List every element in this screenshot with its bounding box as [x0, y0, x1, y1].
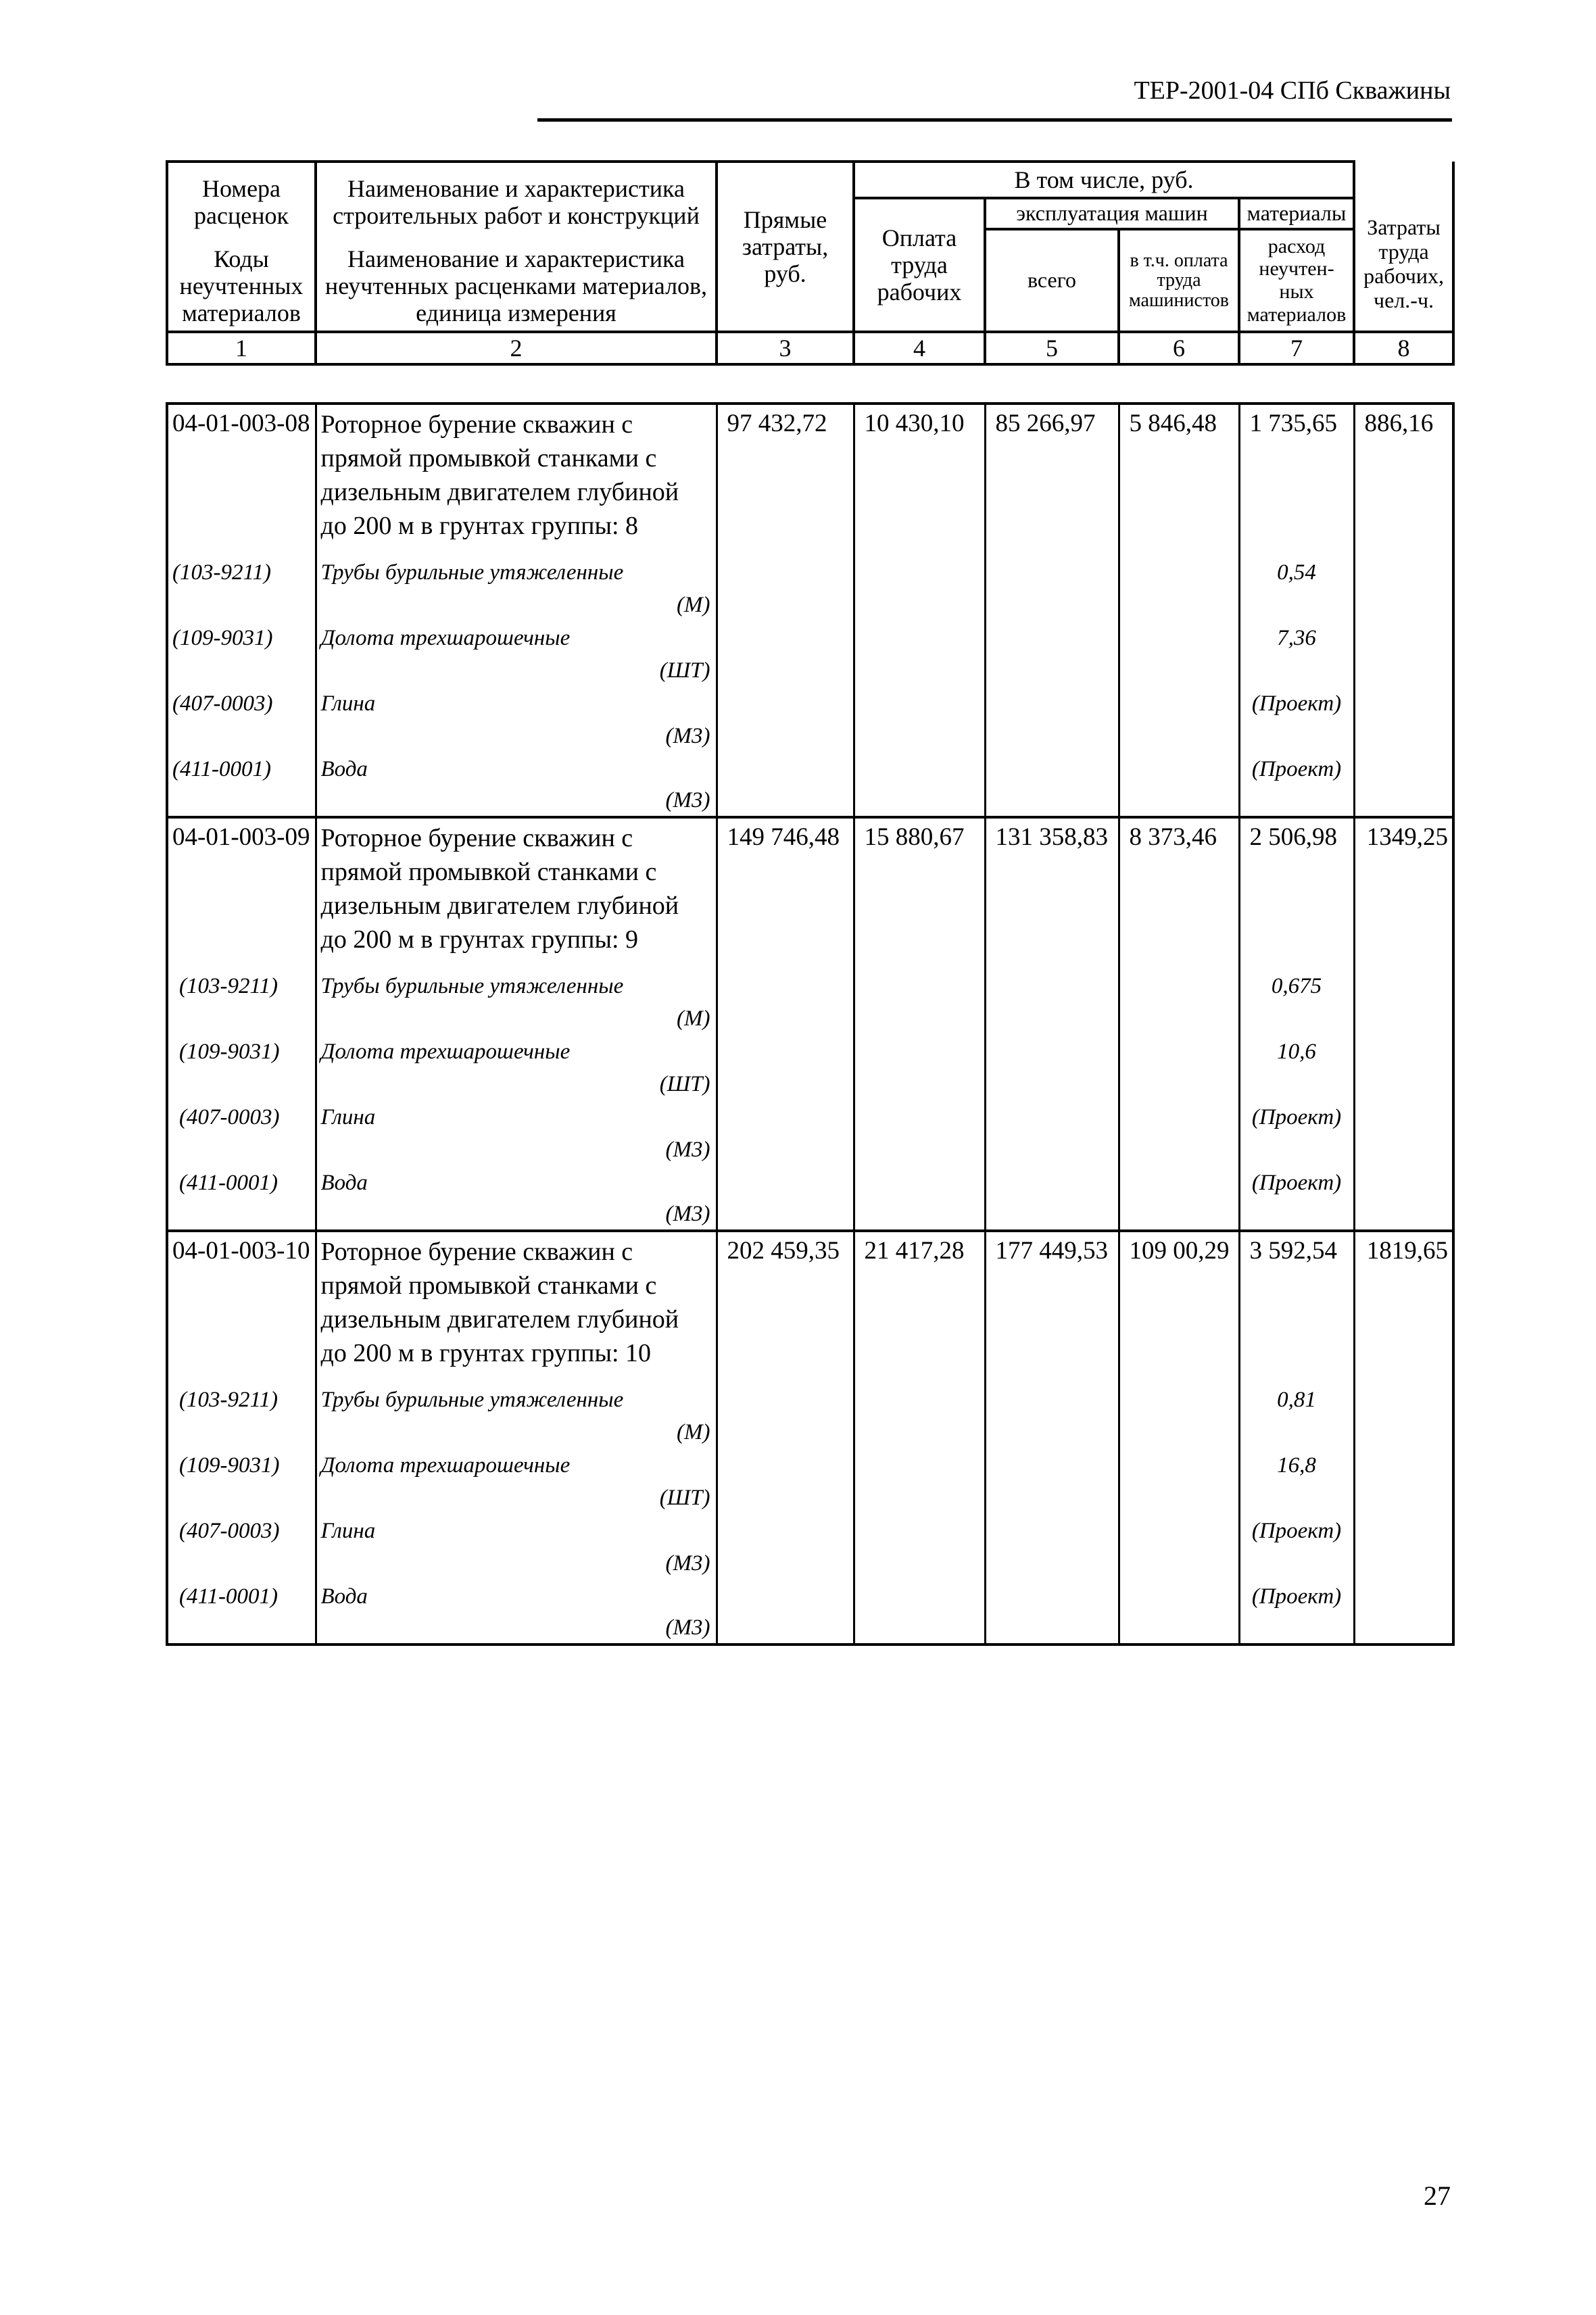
direct-costs: 97 432,72	[717, 404, 854, 555]
header-colnum-8: 8	[1354, 332, 1453, 364]
material-name: Трубы бурильные утяжеленные	[320, 1388, 624, 1412]
material-name: Вода	[320, 1584, 368, 1609]
table-row	[167, 1231, 1453, 1382]
direct-costs: 149 746,48	[717, 817, 854, 969]
material-row	[167, 1034, 1453, 1100]
material-value: 16,8	[1239, 1448, 1354, 1513]
material-row	[167, 1448, 1453, 1513]
materials-cost: 1 735,65	[1239, 404, 1354, 555]
header-materials: материалы	[1239, 198, 1354, 229]
page-number: 27	[1424, 2180, 1451, 2211]
material-code: (407-0003)	[167, 686, 316, 752]
material-row	[167, 686, 1453, 752]
rates-table	[166, 402, 1455, 1646]
labor-pay: 10 430,10	[854, 404, 985, 555]
materials-cost: 3 592,54	[1239, 1231, 1354, 1382]
labor-pay: 15 880,67	[854, 817, 985, 969]
header-material-codes: Коды неучтенных материалов	[167, 241, 316, 332]
material-unit: (М3)	[665, 1202, 710, 1226]
header-rule	[537, 118, 1452, 122]
material-row	[167, 1513, 1453, 1579]
material-code: (103-9211)	[167, 1382, 316, 1448]
material-unit: (М3)	[665, 1138, 710, 1162]
material-code: (109-9031)	[167, 1448, 316, 1513]
machinists-pay: 109 00,29	[1119, 1231, 1239, 1382]
material-row	[167, 555, 1453, 620]
header-materials-consumption: расход неучтен-ных материалов	[1239, 229, 1354, 332]
header-colnum-1: 1	[167, 332, 316, 364]
header-including: В том числе, руб.	[854, 162, 1354, 198]
labor-hours: 1819,65	[1354, 1231, 1453, 1382]
rate-description: Роторное бурение скважин с прямой промывкой станками с дизельным двигателем глубиной до 200 м в грунтах группы: 8	[316, 404, 717, 555]
material-code: (103-9211)	[167, 555, 316, 620]
material-row	[167, 1100, 1453, 1165]
material-code: (407-0003)	[167, 1100, 316, 1165]
material-row	[167, 969, 1453, 1034]
material-value: 7,36	[1239, 620, 1354, 686]
material-unit: (ШТ)	[659, 1072, 710, 1096]
material-unit: (ШТ)	[659, 658, 710, 683]
header-work-name: Наименование и характеристика строительных работ и конструкций	[316, 162, 717, 241]
header-machines: эксплуатация машин	[985, 198, 1239, 229]
material-value: 0,54	[1239, 555, 1354, 620]
material-value: 0,81	[1239, 1382, 1354, 1448]
material-value: (Проект)	[1239, 686, 1354, 752]
table-row	[167, 404, 1453, 555]
material-value: (Проект)	[1239, 752, 1354, 817]
material-name: Глина	[320, 691, 376, 716]
material-unit: (М)	[677, 593, 710, 617]
material-unit: (М3)	[665, 1615, 710, 1640]
material-row	[167, 1382, 1453, 1448]
material-value: 0,675	[1239, 969, 1354, 1034]
material-value: (Проект)	[1239, 1579, 1354, 1644]
material-unit: (М3)	[665, 724, 710, 748]
header-colnum-4: 4	[854, 332, 985, 364]
header-machines-total: всего	[985, 229, 1119, 332]
header-rate-numbers: Номера расценок	[167, 162, 316, 241]
direct-costs: 202 459,35	[717, 1231, 854, 1382]
header-colnum-6: 6	[1119, 332, 1239, 364]
document-title: ТЕР-2001-04 СПб Скважины	[1134, 76, 1451, 105]
material-name: Долота трехшарошечные	[320, 626, 571, 650]
material-unit: (М)	[677, 1006, 710, 1031]
material-value: (Проект)	[1239, 1165, 1354, 1231]
rate-description: Роторное бурение скважин с прямой промывкой станками с дизельным двигателем глубиной до 200 м в грунтах группы: 10	[316, 1231, 717, 1382]
rate-description: Роторное бурение скважин с прямой промывкой станками с дизельным двигателем глубиной до 200 м в грунтах группы: 9	[316, 817, 717, 969]
header-colnum-3: 3	[717, 332, 854, 364]
material-name: Долота трехшарошечные	[320, 1040, 571, 1064]
material-row	[167, 752, 1453, 817]
labor-hours: 1349,25	[1354, 817, 1453, 969]
material-value: (Проект)	[1239, 1100, 1354, 1165]
material-name: Вода	[320, 1171, 368, 1195]
material-code: (109-9031)	[167, 1034, 316, 1100]
material-name: Вода	[320, 757, 368, 781]
material-row	[167, 1579, 1453, 1644]
machines-total: 85 266,97	[985, 404, 1119, 555]
material-unit: (М)	[677, 1420, 710, 1444]
material-name: Трубы бурильные утяжеленные	[320, 560, 624, 585]
machines-total: 131 358,83	[985, 817, 1119, 969]
material-code: (109-9031)	[167, 620, 316, 686]
material-unit: (ШТ)	[659, 1486, 710, 1510]
material-value: (Проект)	[1239, 1513, 1354, 1579]
material-code: (103-9211)	[167, 969, 316, 1034]
material-name: Глина	[320, 1105, 376, 1129]
machines-total: 177 449,53	[985, 1231, 1119, 1382]
labor-hours: 886,16	[1354, 404, 1453, 555]
header-col8-top	[1354, 162, 1453, 198]
material-unit: (М3)	[665, 1551, 710, 1576]
machinists-pay: 5 846,48	[1119, 404, 1239, 555]
material-code: (411-0001)	[167, 1165, 316, 1231]
rate-code: 04-01-003-08	[167, 404, 316, 555]
rate-code: 04-01-003-09	[167, 817, 316, 969]
material-name: Долота трехшарошечные	[320, 1453, 571, 1478]
materials-cost: 2 506,98	[1239, 817, 1354, 969]
material-code: (411-0001)	[167, 1579, 316, 1644]
material-code: (407-0003)	[167, 1513, 316, 1579]
material-name: Трубы бурильные утяжеленные	[320, 974, 624, 998]
header-labor-pay: Оплата труда рабочих	[854, 198, 985, 332]
header-machinists-pay: в т.ч. оплата труда машинистов	[1119, 229, 1239, 332]
labor-pay: 21 417,28	[854, 1231, 985, 1382]
material-row	[167, 1165, 1453, 1231]
header-material-names: Наименование и характеристика неучтенных расценками материалов, единица измерения	[316, 241, 717, 332]
header-colnum-2: 2	[316, 332, 717, 364]
material-code: (411-0001)	[167, 752, 316, 817]
header-colnum-7: 7	[1239, 332, 1354, 364]
header-labor-hours: Затраты труда рабочих, чел.-ч.	[1354, 198, 1453, 332]
machinists-pay: 8 373,46	[1119, 817, 1239, 969]
table-header	[166, 160, 1455, 366]
rate-code: 04-01-003-10	[167, 1231, 316, 1382]
material-value: 10,6	[1239, 1034, 1354, 1100]
header-colnum-5: 5	[985, 332, 1119, 364]
material-row	[167, 620, 1453, 686]
header-direct-costs: Прямые затраты, руб.	[717, 162, 854, 332]
material-unit: (М3)	[665, 788, 710, 812]
table-row	[167, 817, 1453, 969]
material-name: Глина	[320, 1519, 376, 1543]
